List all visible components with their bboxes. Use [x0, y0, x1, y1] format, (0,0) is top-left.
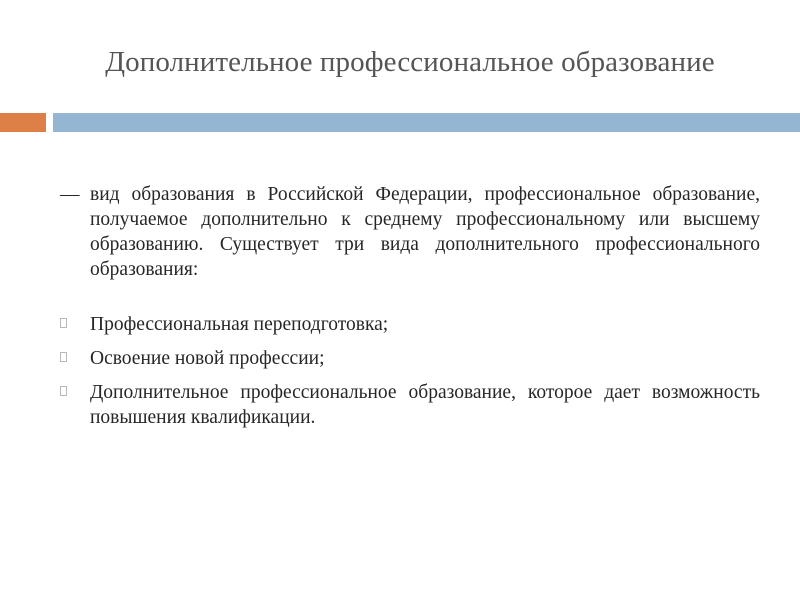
slide-body — [60, 182, 760, 439]
intro-paragraph — [60, 182, 760, 282]
list-item — [60, 312, 760, 337]
slide-title: Дополнительное профессиональное образование — [105, 46, 715, 78]
list-item-text: Дополнительное профессиональное образование, которое дает возможность повышения квалификации. — [90, 382, 760, 428]
list-item-text: Освоение новой профессии; — [90, 348, 325, 369]
intro-dash: — — [60, 184, 80, 205]
list-item-text: Профессиональная переподготовка; — [90, 314, 389, 335]
accent-bar-blue — [53, 113, 800, 132]
list-item — [60, 380, 760, 430]
list-item — [60, 346, 760, 371]
accent-bar-orange — [0, 113, 46, 132]
bullet-list — [60, 312, 760, 430]
bullet-icon — [60, 318, 67, 328]
bullet-icon — [60, 386, 67, 396]
intro-text: вид образования в Российской Федерации, профессиональное образование, получаемое дополнительно к среднему профессиональному или высшему образованию. Существует три вида дополнительного профессионального образования: — [90, 184, 760, 280]
bullet-icon — [60, 352, 67, 362]
